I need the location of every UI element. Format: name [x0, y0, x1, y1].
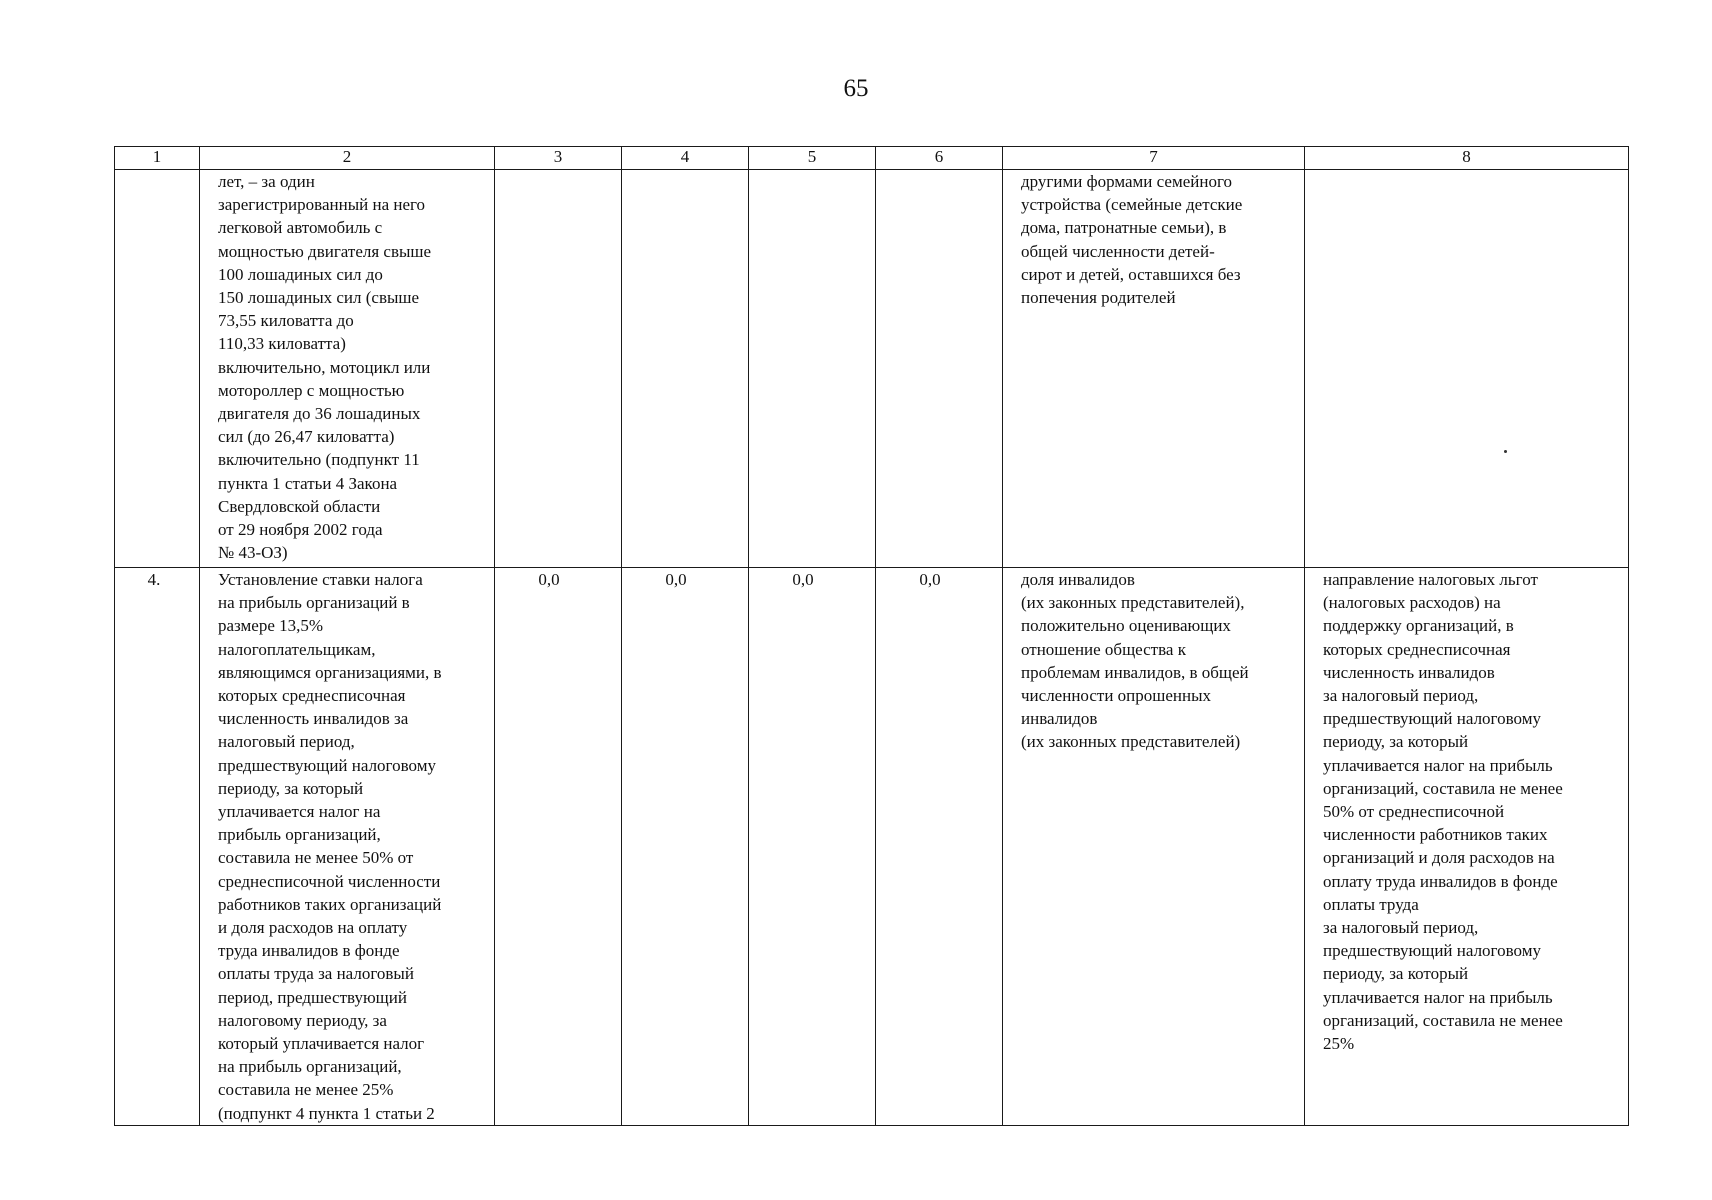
value-col5	[749, 170, 876, 568]
table-row	[115, 170, 1629, 568]
header-row	[115, 147, 1629, 170]
column-header-6: 6	[876, 147, 1003, 170]
indicator-cell	[1003, 170, 1305, 568]
row-description	[200, 568, 495, 1126]
indicator-text: доля инвалидов (их законных представителей), положительно оценивающих отношение общества к проблемам инвалидов, в общей численности опрошенных инвалидов (их законных представителей)	[1021, 570, 1249, 752]
value-col4	[622, 170, 749, 568]
row-description	[200, 170, 495, 568]
column-header-5: 5	[749, 147, 876, 170]
column-header-7: 7	[1003, 147, 1305, 170]
table-header	[115, 147, 1629, 170]
table-row	[115, 568, 1629, 1126]
column-header-1: 1	[115, 147, 200, 170]
value-col5: 0,0	[749, 568, 876, 1126]
indicator-cell	[1003, 568, 1305, 1126]
value-col6	[876, 170, 1003, 568]
column-header-3: 3	[495, 147, 622, 170]
column-header-2: 2	[200, 147, 495, 170]
table-body	[115, 170, 1629, 1126]
description-text: лет, – за один зарегистрированный на него легковой автомобиль с мощностью двигателя свыше 100 лошадиных сил до 150 лошадиных сил (свыше 73,55 киловатта до 110,33 киловатта) включительно, мотоцикл или мотороллер с мощностью двигателя до 36 лошадиных сил (до 26,47 киловатта) включительно (подпункт 11 пункта 1 статьи 4 Закона Свердловской области от 29 ноября 2002 года № 43-ОЗ)	[218, 172, 432, 563]
data-table	[114, 146, 1629, 1126]
purpose-text: направление налоговых льгот (налоговых расходов) на поддержку организаций, в которых среднесписочная численность инвалидов за налоговый период, предшествующий налоговому периоду, за который уплачивается налог на прибыль организаций, составила не менее 50% от среднесписочной численности работников таких организаций и доля расходов на оплату труда инвалидов в фонде оплаты труда за налоговый период, предшествующий налоговому периоду, за который уплачивается налог на прибыль организаций, составила не менее 25%	[1323, 570, 1563, 1054]
purpose-cell	[1305, 568, 1629, 1126]
page-number: 65	[843, 75, 869, 102]
row-number	[115, 170, 200, 568]
column-header-8: 8	[1305, 147, 1629, 170]
scan-artifact-dot	[1504, 450, 1507, 453]
description-text: Установление ставки налога на прибыль организаций в размере 13,5% налогоплательщикам, являющимся организациями, в которых среднесписочная численность инвалидов за налоговый период, предшествующий налоговому периоду, за который уплачивается налог на прибыль организаций, составила не менее 50% от среднесписочной численности работников таких организаций и доля расходов на оплату труда инвалидов в фонде оплаты труда за налоговый период, предшествующий налоговому периоду, за который уплачивается налог на прибыль организаций, составила не менее 25% (подпункт 4 пункта 1 статьи 2	[218, 570, 442, 1123]
value-col6: 0,0	[876, 568, 1003, 1126]
purpose-cell	[1305, 170, 1629, 568]
value-col4: 0,0	[622, 568, 749, 1126]
column-header-4: 4	[622, 147, 749, 170]
value-col3	[495, 170, 622, 568]
value-col3: 0,0	[495, 568, 622, 1126]
indicator-text: другими формами семейного устройства (семейные детские дома, патронатные семьи), в общей численности детей- сирот и детей, оставшихся без попечения родителей	[1021, 172, 1243, 308]
row-number: 4.	[115, 568, 200, 1126]
